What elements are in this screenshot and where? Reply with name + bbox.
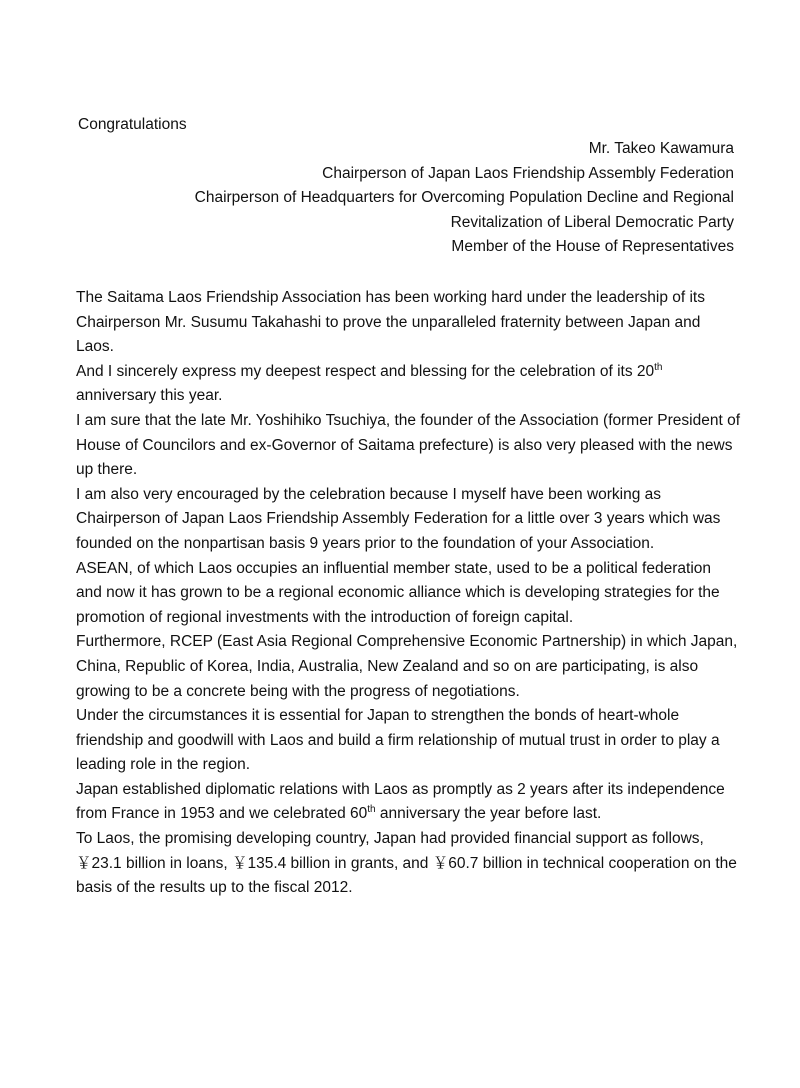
letter-body [76, 286, 740, 901]
paragraph-1: The Saitama Laos Friendship Association has been working hard under the leadership of its Chairperson Mr. Susumu Takahashi to prove the unparalleled fraternity between Japan and Laos. [76, 289, 705, 356]
paragraph-8-text-a: Japan established diplomatic relations with Laos as promptly as 2 years after its independence from France in 1953 and we celebrated 60 [76, 780, 725, 823]
author-title-1: Chairperson of Japan Laos Friendship Assembly Federation [322, 164, 734, 182]
paragraph-2-text-b: anniversary this year. [76, 387, 223, 405]
paragraph-4: I am also very encouraged by the celebration because I myself have been working as Chairperson of Japan Laos Friendship Assembly Federation for a little over 3 years which was founded on the nonpartisan basis 9 years prior to the foundation of your Association. [76, 485, 721, 552]
paragraph-8-text-b: anniversary the year before last. [375, 805, 602, 823]
author-title-3: Revitalization of Liberal Democratic Party [450, 213, 734, 231]
paragraph-2-text-a: And I sincerely express my deepest respect and blessing for the celebration of its 20 [76, 362, 655, 380]
paragraph-5: ASEAN, of which Laos occupies an influential member state, used to be a political federation and now it has grown to be a regional economic alliance which is developing strategies for the promotion of regional investments with the introduction of foreign capital. [76, 559, 720, 626]
author-title-2: Chairperson of Headquarters for Overcoming Population Decline and Regional [194, 189, 734, 207]
paragraph-9: To Laos, the promising developing country, Japan had provided financial support as follows, ￥23.1 billion in loans, ￥135.4 billion in grants, and ￥60.7 billion in technical cooperation on the basis of the results up to the fiscal 2012. [76, 830, 737, 897]
author-signature-block [195, 137, 734, 260]
letter-heading: Congratulations [78, 116, 187, 133]
paragraph-8-superscript: th [367, 804, 376, 816]
author-name: Mr. Takeo Kawamura [588, 140, 734, 157]
paragraph-7: Under the circumstances it is essential for Japan to strengthen the bonds of heart-whole friendship and goodwill with Laos and build a firm relationship of mutual trust in order to play a leading role in the region. [76, 707, 720, 774]
paragraph-8 [76, 778, 740, 827]
author-title-4: Member of the House of Representatives [451, 238, 734, 256]
paragraph-3: I am sure that the late Mr. Yoshihiko Tsuchiya, the founder of the Association (former President of House of Councilors and ex-Governor of Saitama prefecture) is also very pleased with the news up there. [76, 411, 740, 479]
paragraph-2 [76, 360, 740, 409]
paragraph-2-superscript: th [654, 361, 663, 373]
paragraph-6: Furthermore, RCEP (East Asia Regional Comprehensive Economic Partnership) in which Japan, China, Republic of Korea, India, Australia, New Zealand and so on are participating, is also growing to be a concrete being with the progress of negotiations. [76, 633, 738, 700]
